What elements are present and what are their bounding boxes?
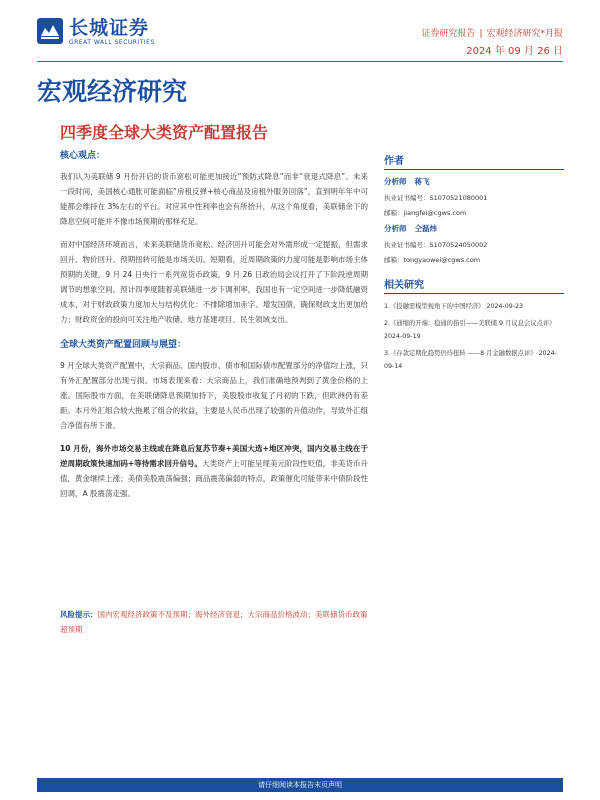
footer-disclaimer: 请仔细阅读本报告末页声明: [258, 781, 342, 789]
logo-english-name: GREAT WALL SECURITIES: [69, 39, 155, 46]
sidebar: [384, 152, 564, 377]
report-header: [0, 0, 600, 60]
related-research-item[interactable]: 2.《通缩的开端：稳通的指引——美联储 9 月议息会议点评》 2024-09-19: [384, 320, 556, 340]
review-paragraph-1: 9 月全球大类资产配置中，大宗商品、国内股市、债市和国际债市配置部分的净值均上涨，只有外汇配置部分出现亏损。市场表现来看：大宗商品上，我们准确地预判到了黄金价格的上涨。国际股市方面，在美联储降息预期加持下，美股股市收复了月初的下跌，但欧洲仍有差距。本月外汇组合较大拖累了组合的收益，主要是人民币出现了较强的升值动作，导致外汇组合净值有所下滑。: [60, 361, 368, 430]
great-wall-logo-icon: [37, 18, 63, 44]
analyst-role: 分析师: [384, 177, 407, 186]
logo-chinese-name: 长城证券: [69, 17, 150, 39]
review-paragraph-2-rest: 大类资产上可能呈现美元阶段性贬值，非美货币升值，黄金继续上涨；美债美股震荡偏强；商品震荡偏弱的特点，政策催化可能带来中债阶段性回调，A 股震荡走强。: [60, 459, 368, 498]
review-paragraph-2-bold: 10 月份，海外市场交易主线或在降息后复苏节奏+美国大选+地区冲突，国内交易主线在于逆周期政策快速加码+等待需求回升信号。: [60, 444, 368, 468]
report-type-right: 宏观经济研究*月报: [486, 29, 563, 39]
cert-label: 执业证书编号：: [384, 241, 430, 249]
cert-label: 执业证书编号：: [384, 194, 430, 202]
analyst-block: [384, 223, 564, 264]
analyst-email: jiangfei@cgws.com: [403, 209, 467, 217]
email-label: 邮箱：: [384, 256, 404, 264]
main-content: [60, 148, 368, 501]
risk-warning: [60, 607, 368, 637]
cert-number: S1070521080001: [429, 194, 488, 202]
analyst-name: 仝磊炜: [414, 224, 437, 233]
related-research-item[interactable]: 1.《投融需模型视角下的中国经济》 2024-09-23: [384, 303, 524, 310]
analyst-role: 分析师: [384, 224, 407, 233]
risk-text: 国内宏观经济政策不及预期；海外经济衰退；大宗商品价格波动；美联储货币政策超预期: [60, 610, 368, 634]
analyst-email: tongyaowei@cgws.com: [403, 256, 481, 264]
related-research-item[interactable]: 3.《存款定期化趋势仍待扭转 ——8 月金融数据点评》 2024-09-14: [384, 350, 557, 370]
report-date: 2024 年 09 月 26 日: [466, 46, 563, 57]
authors-heading: 作者: [384, 152, 564, 170]
cert-number: S1070524050002: [429, 241, 488, 249]
report-title: 四季度全球大类资产配置报告: [60, 123, 269, 142]
core-view-heading: 核心观点：: [60, 151, 106, 161]
analyst-name: 蒋飞: [414, 177, 430, 186]
report-type-left: 证券研究报告: [421, 29, 476, 39]
footer-bar: [37, 778, 563, 792]
report-category-title: 宏观经济研究: [37, 77, 188, 106]
review-paragraph-2: [60, 441, 368, 501]
analyst-block: [384, 176, 564, 217]
header-divider: [37, 61, 563, 62]
report-type: 证券研究报告 | 宏观经济研究*月报: [421, 29, 563, 39]
core-view-paragraph-1: 我们认为美联储 9 月份开启的货币宽松可能更加接近“预防式降息”而非“衰退式降息”。未来一段时间，美国核心通胀可能面临“房租反弹+核心商品及房租外服务回落”，直到明年年中可能都会维持在 3%左右的平台。对应其中性利率也会有所抬升，从这个角度看，美联储余下的降息空间可能并不像市场预期的那样充足。: [60, 172, 368, 226]
risk-label: 风险提示：: [60, 610, 98, 619]
company-logo: [37, 18, 155, 46]
review-heading: 全球大类资产配置回顾与展望：: [60, 340, 187, 350]
related-research-heading: 相关研究: [384, 276, 564, 294]
email-label: 邮箱：: [384, 209, 404, 217]
core-view-paragraph-2: 而对中国经济环境而言，未来美联储货币宽松、经济回升可能会对外需形成一定提振，但需求回升、物价回升、预期扭转可能是市场关切。短期看，近周期政策的力度可能是影响市场主体预期的关键，9 月 24 日央行一系列宽货币政策，9 月 26 日政治局会议打开了下阶段逆周期调节的想象空间。预计四季度随着美联储进一步下调利率，我国也有一定空间进一步降低融资成本，对于财政政策力度加大与结构优化：不排除增加赤字、增发国债，确保财政支出更加给力；财政资金的投向可关注地产收储、地方基建项目、民生领域支出。: [60, 240, 368, 324]
